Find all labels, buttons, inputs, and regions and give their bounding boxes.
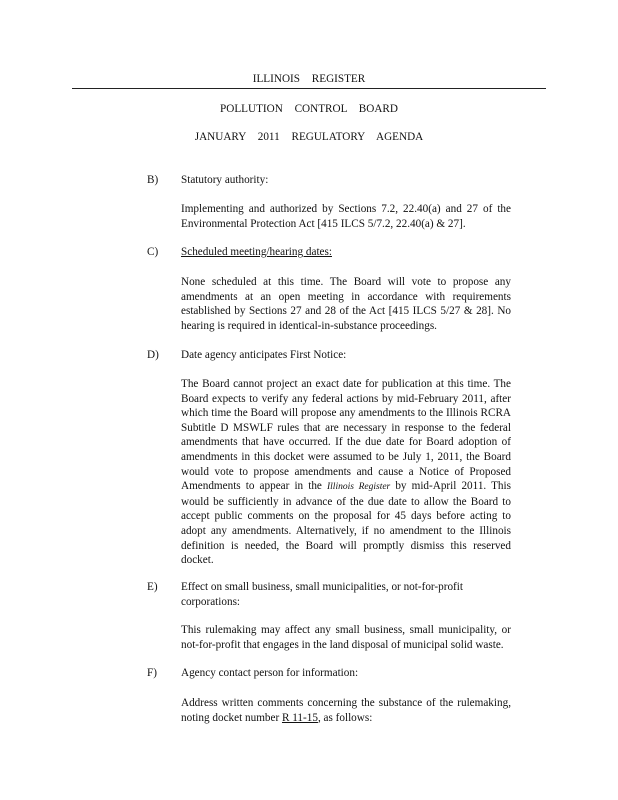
section-c-body: None scheduled at this time. The Board will vote to propose any amendments at an open meeting in accordance with requirements established by Sections 27 and 28 of the Act [415 ILCS 5/27 & 28]. No hearing is required in identical-in-substance proceedings. bbox=[181, 276, 511, 332]
section-f-title: Agency contact person for information: bbox=[181, 667, 359, 679]
agenda-title: JANUARY 2011 REGULATORY AGENDA bbox=[194, 131, 424, 143]
section-e-title: Effect on small business, small municipalities, or not-for-profit corporations: bbox=[181, 581, 463, 608]
header-rule bbox=[72, 88, 546, 89]
section-d-body-text-1: The Board cannot project an exact date for publication at this time. The Board expects to verify any federal actions by mid-February 2011, after which time the Board will propose any amendments to the Illinois RCRA Subtitle D MSWLF rules that are necessary in response to the federal amendments that have occurred. If the due date for Board adoption of amendments in this docket were assumed to be July 1, 2011, the Board would vote to propose amendments and cause a Notice of Proposed Amendments to appear in the bbox=[181, 378, 511, 493]
section-c-label: C) bbox=[147, 246, 159, 258]
section-f-body-text-1: Address written comments concerning the substance of the rulemaking, noting docket number bbox=[181, 697, 511, 724]
section-b-label: B) bbox=[147, 174, 159, 186]
section-e-label: E) bbox=[147, 581, 158, 593]
section-b-title: Statutory authority: bbox=[181, 174, 269, 186]
section-b-body: Implementing and authorized by Sections 7.2, 22.40(a) and 27 of the Environmental Protection Act [415 ILCS 5/7.2, 22.40(a) & 27]. bbox=[181, 203, 511, 230]
section-f-body-text-2: , as follows: bbox=[317, 711, 373, 724]
docket-number: R 11-15 bbox=[281, 711, 318, 724]
section-d-title: Date agency anticipates First Notice: bbox=[181, 349, 347, 361]
section-c-title: Scheduled meeting/hearing dates: bbox=[181, 246, 332, 258]
section-f-label: F) bbox=[147, 667, 157, 679]
section-d-label: D) bbox=[147, 349, 159, 361]
board-title: POLLUTION CONTROL BOARD bbox=[220, 103, 398, 115]
section-f-body bbox=[181, 696, 511, 725]
section-e-body: This rulemaking may affect any small business, small municipality, or not-for-profit that engages in the land disposal of municipal solid waste. bbox=[181, 624, 511, 651]
illinois-register-italic: Illinois Register bbox=[327, 482, 391, 493]
register-title: ILLINOIS REGISTER bbox=[252, 73, 366, 85]
section-d-body bbox=[181, 377, 511, 568]
section-d-body-text-2: by mid-April 2011. This would be sufficiently in advance of the due date to allow the Board to accept public comments on the proposal for 45 days before acting to adopt any amendments. Alternatively, if no amendment to the Illinois definition is needed, the Board will promptly dismiss this reserved docket. bbox=[181, 480, 511, 567]
